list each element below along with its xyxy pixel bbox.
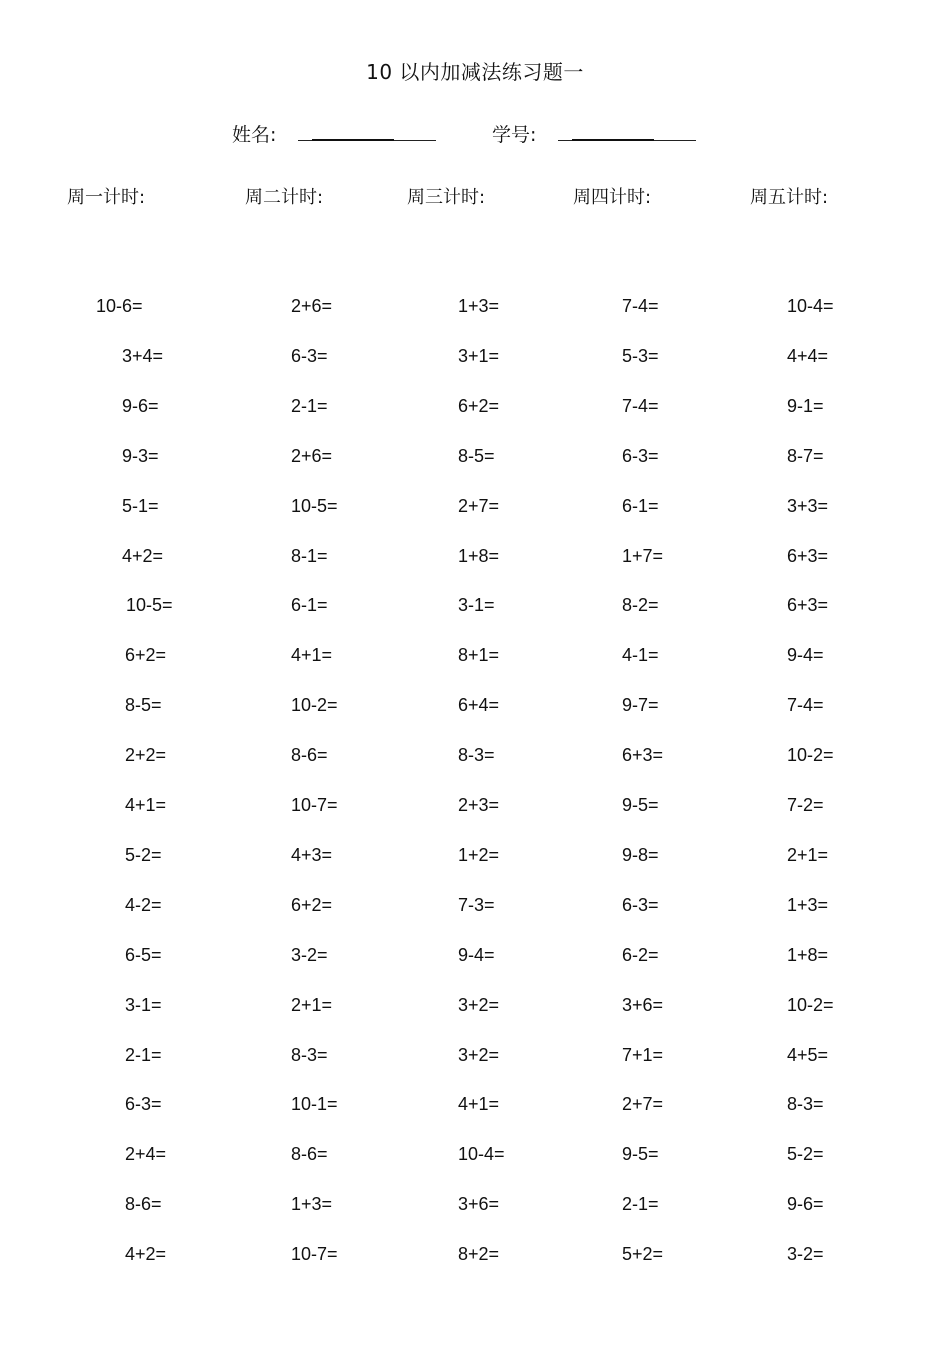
math-problem: 7-4=: [622, 396, 659, 416]
math-problem: 2+2=: [125, 745, 167, 765]
math-problem: 9-4=: [787, 645, 824, 665]
math-problem: 6+2=: [291, 895, 333, 915]
math-problem: 5-1=: [122, 496, 159, 516]
math-problem: 3+6=: [622, 995, 664, 1015]
timer-tuesday: 周二计时:: [245, 187, 324, 208]
math-problem: 2-1=: [291, 396, 328, 416]
math-problem: 8-3=: [291, 1045, 328, 1065]
math-problem: 9-4=: [458, 945, 495, 965]
math-problem: 2+6=: [291, 296, 333, 316]
math-problem: 10-7=: [291, 1244, 338, 1264]
student-number-label: 学号:: [492, 124, 537, 146]
math-problem: 10-7=: [291, 795, 338, 815]
math-problem: 9-1=: [787, 396, 824, 416]
math-problem: 6-3=: [622, 446, 659, 466]
math-problem: 4+3=: [291, 845, 333, 865]
math-problem: 2+7=: [458, 496, 500, 516]
math-problem: 9-5=: [622, 795, 659, 815]
math-problem: 6+3=: [787, 595, 829, 615]
math-problem: 2+1=: [787, 845, 829, 865]
math-problem: 6+2=: [125, 645, 167, 665]
math-problem: 8+2=: [458, 1244, 500, 1264]
math-problem: 6-3=: [291, 346, 328, 366]
math-problem: 1+7=: [622, 546, 664, 566]
math-problem: 4+1=: [458, 1094, 500, 1114]
timer-friday: 周五计时:: [750, 187, 829, 208]
math-problem: 6+3=: [622, 745, 664, 765]
math-problem: 7-4=: [622, 296, 659, 316]
math-problem: 2+6=: [291, 446, 333, 466]
math-problem: 10-6=: [96, 296, 143, 316]
timer-thursday: 周四计时:: [573, 187, 652, 208]
math-problem: 3+6=: [458, 1194, 500, 1214]
math-problem: 10-2=: [291, 695, 338, 715]
math-problem: 7-4=: [787, 695, 824, 715]
math-problem: 8-6=: [291, 1144, 328, 1164]
math-problem: 1+3=: [787, 895, 829, 915]
math-problem: 6-3=: [622, 895, 659, 915]
math-problem: 3-1=: [458, 595, 495, 615]
math-problem: 4+2=: [122, 546, 164, 566]
math-problem: 7-2=: [787, 795, 824, 815]
math-problem: 8-2=: [622, 595, 659, 615]
math-problem: 6+4=: [458, 695, 500, 715]
math-problem: 6-1=: [291, 595, 328, 615]
math-problem: 6-1=: [622, 496, 659, 516]
math-problem: 8-5=: [125, 695, 162, 715]
math-problem: 5+2=: [622, 1244, 664, 1264]
math-problem: 1+3=: [291, 1194, 333, 1214]
student-number-blank-line[interactable]: [558, 126, 696, 141]
math-problem: 3-2=: [787, 1244, 824, 1264]
math-problem: 4-2=: [125, 895, 162, 915]
math-problem: 2+1=: [291, 995, 333, 1015]
math-problem: 4+1=: [291, 645, 333, 665]
math-problem: 3+1=: [458, 346, 500, 366]
name-blank-line[interactable]: [298, 126, 436, 141]
math-problem: 4+4=: [787, 346, 829, 366]
student-number-field: [492, 120, 696, 147]
math-problem: 3+4=: [122, 346, 164, 366]
math-problem: 9-8=: [622, 845, 659, 865]
math-problem: 6-3=: [125, 1094, 162, 1114]
math-problem: 7+1=: [622, 1045, 664, 1065]
math-problem: 4+5=: [787, 1045, 829, 1065]
math-problem: 8-1=: [291, 546, 328, 566]
math-problem: 6-5=: [125, 945, 162, 965]
math-problem: 5-2=: [787, 1144, 824, 1164]
name-field: [232, 120, 436, 147]
math-problem: 9-5=: [622, 1144, 659, 1164]
math-problem: 10-2=: [787, 995, 834, 1015]
math-problem: 3-2=: [291, 945, 328, 965]
math-problem: 8-6=: [291, 745, 328, 765]
math-problem: 4+2=: [125, 1244, 167, 1264]
math-problem: 2-1=: [125, 1045, 162, 1065]
math-problem: 2+7=: [622, 1094, 664, 1114]
math-problem: 1+3=: [458, 296, 500, 316]
math-problem: 8-7=: [787, 446, 824, 466]
math-problem: 9-3=: [122, 446, 159, 466]
math-problem: 2+4=: [125, 1144, 167, 1164]
timer-wednesday: 周三计时:: [407, 187, 486, 208]
math-problem: 9-6=: [122, 396, 159, 416]
math-problem: 1+8=: [458, 546, 500, 566]
math-problem: 8+1=: [458, 645, 500, 665]
weekly-timers: [0, 183, 950, 213]
math-problem: 6-2=: [622, 945, 659, 965]
math-problem: 8-3=: [787, 1094, 824, 1114]
math-problem: 6+2=: [458, 396, 500, 416]
math-problem: 7-3=: [458, 895, 495, 915]
math-problem: 1+2=: [458, 845, 500, 865]
math-problem: 8-6=: [125, 1194, 162, 1214]
math-problem: 10-4=: [458, 1144, 505, 1164]
math-problem: 10-4=: [787, 296, 834, 316]
math-problem: 6+3=: [787, 546, 829, 566]
math-problem: 8-5=: [458, 446, 495, 466]
math-problem: 2+3=: [458, 795, 500, 815]
math-problem: 3+2=: [458, 995, 500, 1015]
timer-monday: 周一计时:: [67, 187, 146, 208]
math-problem: 10-1=: [291, 1094, 338, 1114]
math-problem: 2-1=: [622, 1194, 659, 1214]
math-problem: 10-5=: [291, 496, 338, 516]
math-problem: 10-2=: [787, 745, 834, 765]
math-problem: 3-1=: [125, 995, 162, 1015]
name-label: 姓名:: [232, 124, 277, 146]
math-problem: 5-3=: [622, 346, 659, 366]
math-problem: 4-1=: [622, 645, 659, 665]
math-problem: 9-7=: [622, 695, 659, 715]
math-problem: 5-2=: [125, 845, 162, 865]
math-problem: 4+1=: [125, 795, 167, 815]
math-problem: 3+3=: [787, 496, 829, 516]
math-problem: 1+8=: [787, 945, 829, 965]
math-problem: 9-6=: [787, 1194, 824, 1214]
math-problem: 3+2=: [458, 1045, 500, 1065]
math-problem: 10-5=: [126, 595, 173, 615]
math-problem: 8-3=: [458, 745, 495, 765]
page-title: 10 以内加减法练习题一: [366, 60, 584, 84]
